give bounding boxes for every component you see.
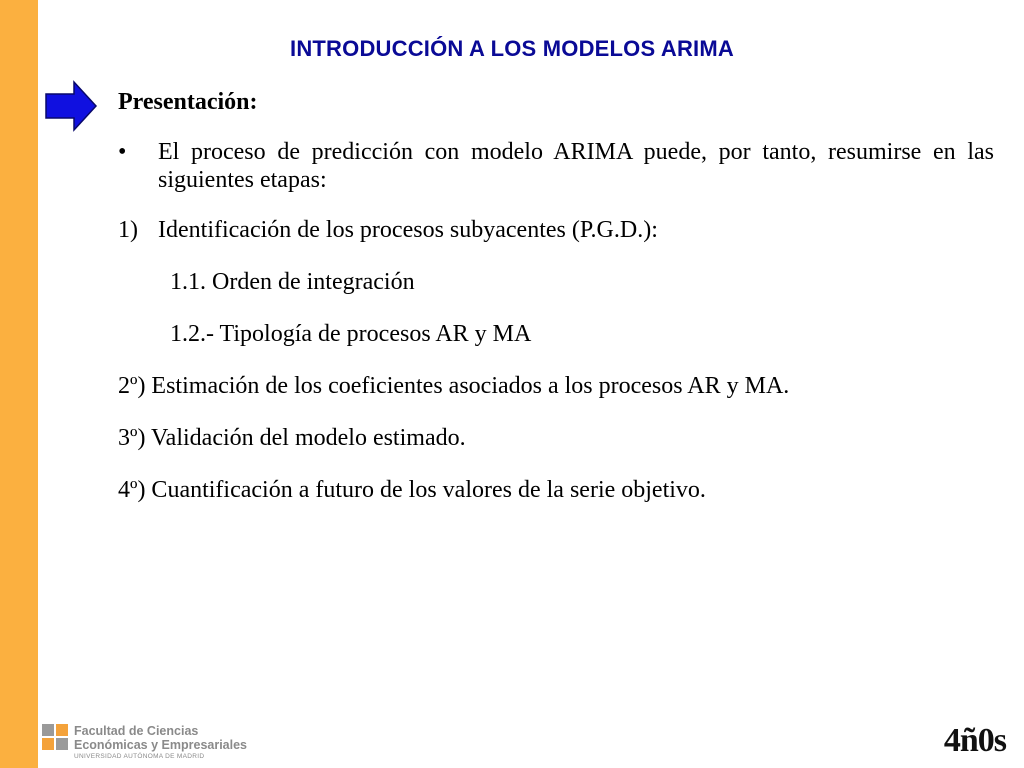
logo-text <box>74 724 247 752</box>
anniversary-mark: 4ñ0s <box>943 722 1006 759</box>
step-3: 3º) Validación del modelo estimado. <box>118 425 466 451</box>
section-heading: Presentación: <box>118 89 258 115</box>
step-4: 4º) Cuantificación a futuro de los valores de la serie objetivo. <box>118 477 706 503</box>
faculty-logo-icon <box>42 724 68 750</box>
faculty-logo <box>42 724 262 764</box>
right-arrow-icon <box>44 80 98 132</box>
step-2: 2º) Estimación de los coeficientes asociados a los procesos AR y MA. <box>118 373 790 399</box>
intro-bullet <box>118 138 994 194</box>
bullet-text: El proceso de predicción con modelo ARIMA puede, por tanto, resumirse en las siguientes etapas: <box>158 139 994 193</box>
logo-line-1: Facultad de Ciencias <box>74 724 199 738</box>
slide-content <box>118 88 994 528</box>
step-1-mark: 1) <box>118 217 138 243</box>
step-1-2: 1.2.- Tipología de procesos AR y MA <box>170 321 532 347</box>
slide-title-text: INTRODUCCIÓN A LOS MODELOS ARIMA <box>290 36 734 61</box>
step-1-text: Identificación de los procesos subyacentes (P.G.D.): <box>158 217 658 243</box>
step-1-1: 1.1. Orden de integración <box>170 269 415 295</box>
left-accent-bar <box>0 0 38 768</box>
slide-title <box>0 36 1024 62</box>
logo-university: UNIVERSIDAD AUTÓNOMA DE MADRID <box>74 753 205 760</box>
logo-line-2: Económicas y Empresariales <box>74 738 248 752</box>
step-1 <box>118 216 994 244</box>
bullet-mark: • <box>118 139 127 165</box>
